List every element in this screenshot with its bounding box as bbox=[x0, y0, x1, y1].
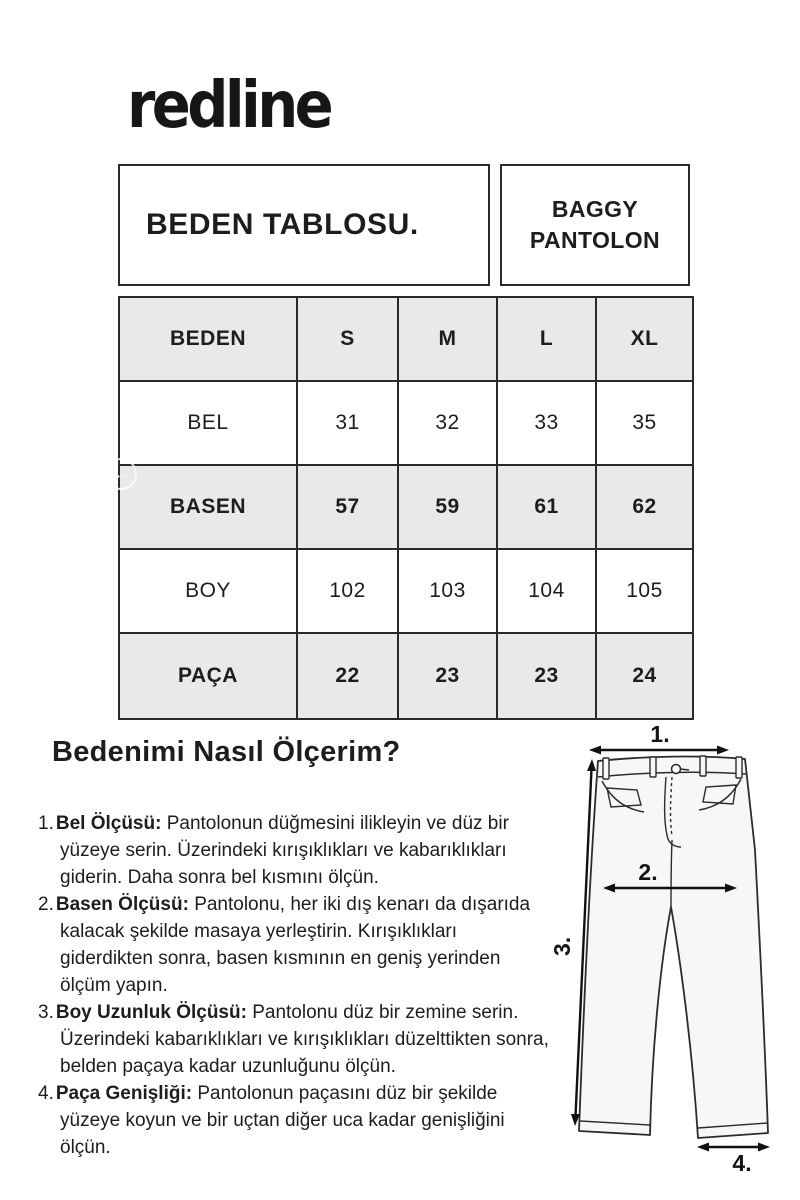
guide-item-number: 4. bbox=[38, 1083, 54, 1104]
table-row-label: BASEN bbox=[120, 466, 298, 550]
guide-item-label: Basen Ölçüsü: bbox=[55, 894, 189, 915]
guide-item-number: 1. bbox=[38, 813, 54, 834]
table-cell: 59 bbox=[399, 466, 498, 550]
hip-arrow-label: 2. bbox=[638, 859, 658, 885]
buttonhole-line bbox=[680, 769, 689, 770]
guide-item bbox=[38, 891, 554, 999]
table-cell: 105 bbox=[597, 550, 692, 634]
table-cell: 104 bbox=[498, 550, 597, 634]
table-header-cell: M bbox=[399, 298, 498, 382]
table-cell: 61 bbox=[498, 466, 597, 550]
guide-item bbox=[38, 810, 554, 891]
guide-item-label: Bel Ölçüsü: bbox=[55, 813, 162, 834]
table-row-label: BEL bbox=[120, 382, 298, 466]
guide-item bbox=[38, 1080, 554, 1161]
hem-arrow-label: 4. bbox=[732, 1150, 752, 1176]
table-row-label: BOY bbox=[120, 550, 298, 634]
guide-item-text: Pantolonun düğmesini ilikleyin ve düz bir yüzeye serin. Üzerindeki kırışıklıkları ve kabarıklıkları giderin. Daha sonra bel kısmını ölçün. bbox=[60, 813, 509, 888]
table-cell: 32 bbox=[399, 382, 498, 466]
guide-item bbox=[38, 999, 554, 1080]
button-icon bbox=[672, 765, 681, 774]
product-name-box bbox=[500, 164, 690, 286]
table-cell: 23 bbox=[399, 634, 498, 718]
table-cell: 102 bbox=[298, 550, 399, 634]
size-table-title: BEDEN TABLOSU. bbox=[146, 208, 419, 241]
guide-item-text: Pantolonun paçasını düz bir şekilde yüzeye koyun ve bir uçtan diğer uca kadar genişliğini ölçün. bbox=[60, 1083, 505, 1158]
table-header-cell: XL bbox=[597, 298, 692, 382]
table-cell: 103 bbox=[399, 550, 498, 634]
table-cell: 24 bbox=[597, 634, 692, 718]
guide-item-number: 3. bbox=[38, 1002, 54, 1023]
table-header-cell: S bbox=[298, 298, 399, 382]
table-header-cell: L bbox=[498, 298, 597, 382]
guide-item-text: Pantolonu, her iki dış kenarı da dışarıda kalacak şekilde masaya yerleştirin. Kırışıklıkları giderdikten sonra, basen kısmının en geniş yerinden ölçüm yapın. bbox=[60, 894, 531, 996]
table-cell: 31 bbox=[298, 382, 399, 466]
size-table-title-box bbox=[118, 164, 490, 286]
size-table bbox=[118, 296, 694, 720]
guide-item-text: Pantolonu düz bir zemine serin. Üzerindeki kabarıklıkları ve kırışıklıkları düzelttikten sonra, belden paçaya kadar uzunluğunu ölçün. bbox=[60, 1002, 549, 1077]
measurement-guide-list bbox=[38, 810, 554, 1161]
guide-item-label: Paça Genişliği: bbox=[55, 1083, 193, 1104]
product-name-line1: BAGGY bbox=[551, 196, 639, 222]
length-arrow-label: 3. bbox=[549, 936, 575, 956]
guide-item-label: Boy Uzunluk Ölçüsü: bbox=[55, 1002, 247, 1023]
left-arrow-icon: ← bbox=[114, 466, 128, 482]
table-cell: 62 bbox=[597, 466, 692, 550]
pants-outline bbox=[579, 757, 768, 1138]
watermark-circle-icon bbox=[105, 458, 137, 490]
product-name-line2: PANTOLON bbox=[529, 227, 661, 253]
table-cell: 33 bbox=[498, 382, 597, 466]
table-header-cell: BEDEN bbox=[120, 298, 298, 382]
guide-heading: Bedenimi Nasıl Ölçerim? bbox=[52, 736, 401, 768]
pants-diagram bbox=[540, 710, 800, 1190]
guide-item-number: 2. bbox=[38, 894, 54, 915]
table-cell: 35 bbox=[597, 382, 692, 466]
table-cell: 57 bbox=[298, 466, 399, 550]
table-cell: 23 bbox=[498, 634, 597, 718]
waist-arrow-label: 1. bbox=[650, 721, 670, 747]
table-cell: 22 bbox=[298, 634, 399, 718]
table-row-label: PAÇA bbox=[120, 634, 298, 718]
brand-logo: redline bbox=[127, 69, 331, 143]
